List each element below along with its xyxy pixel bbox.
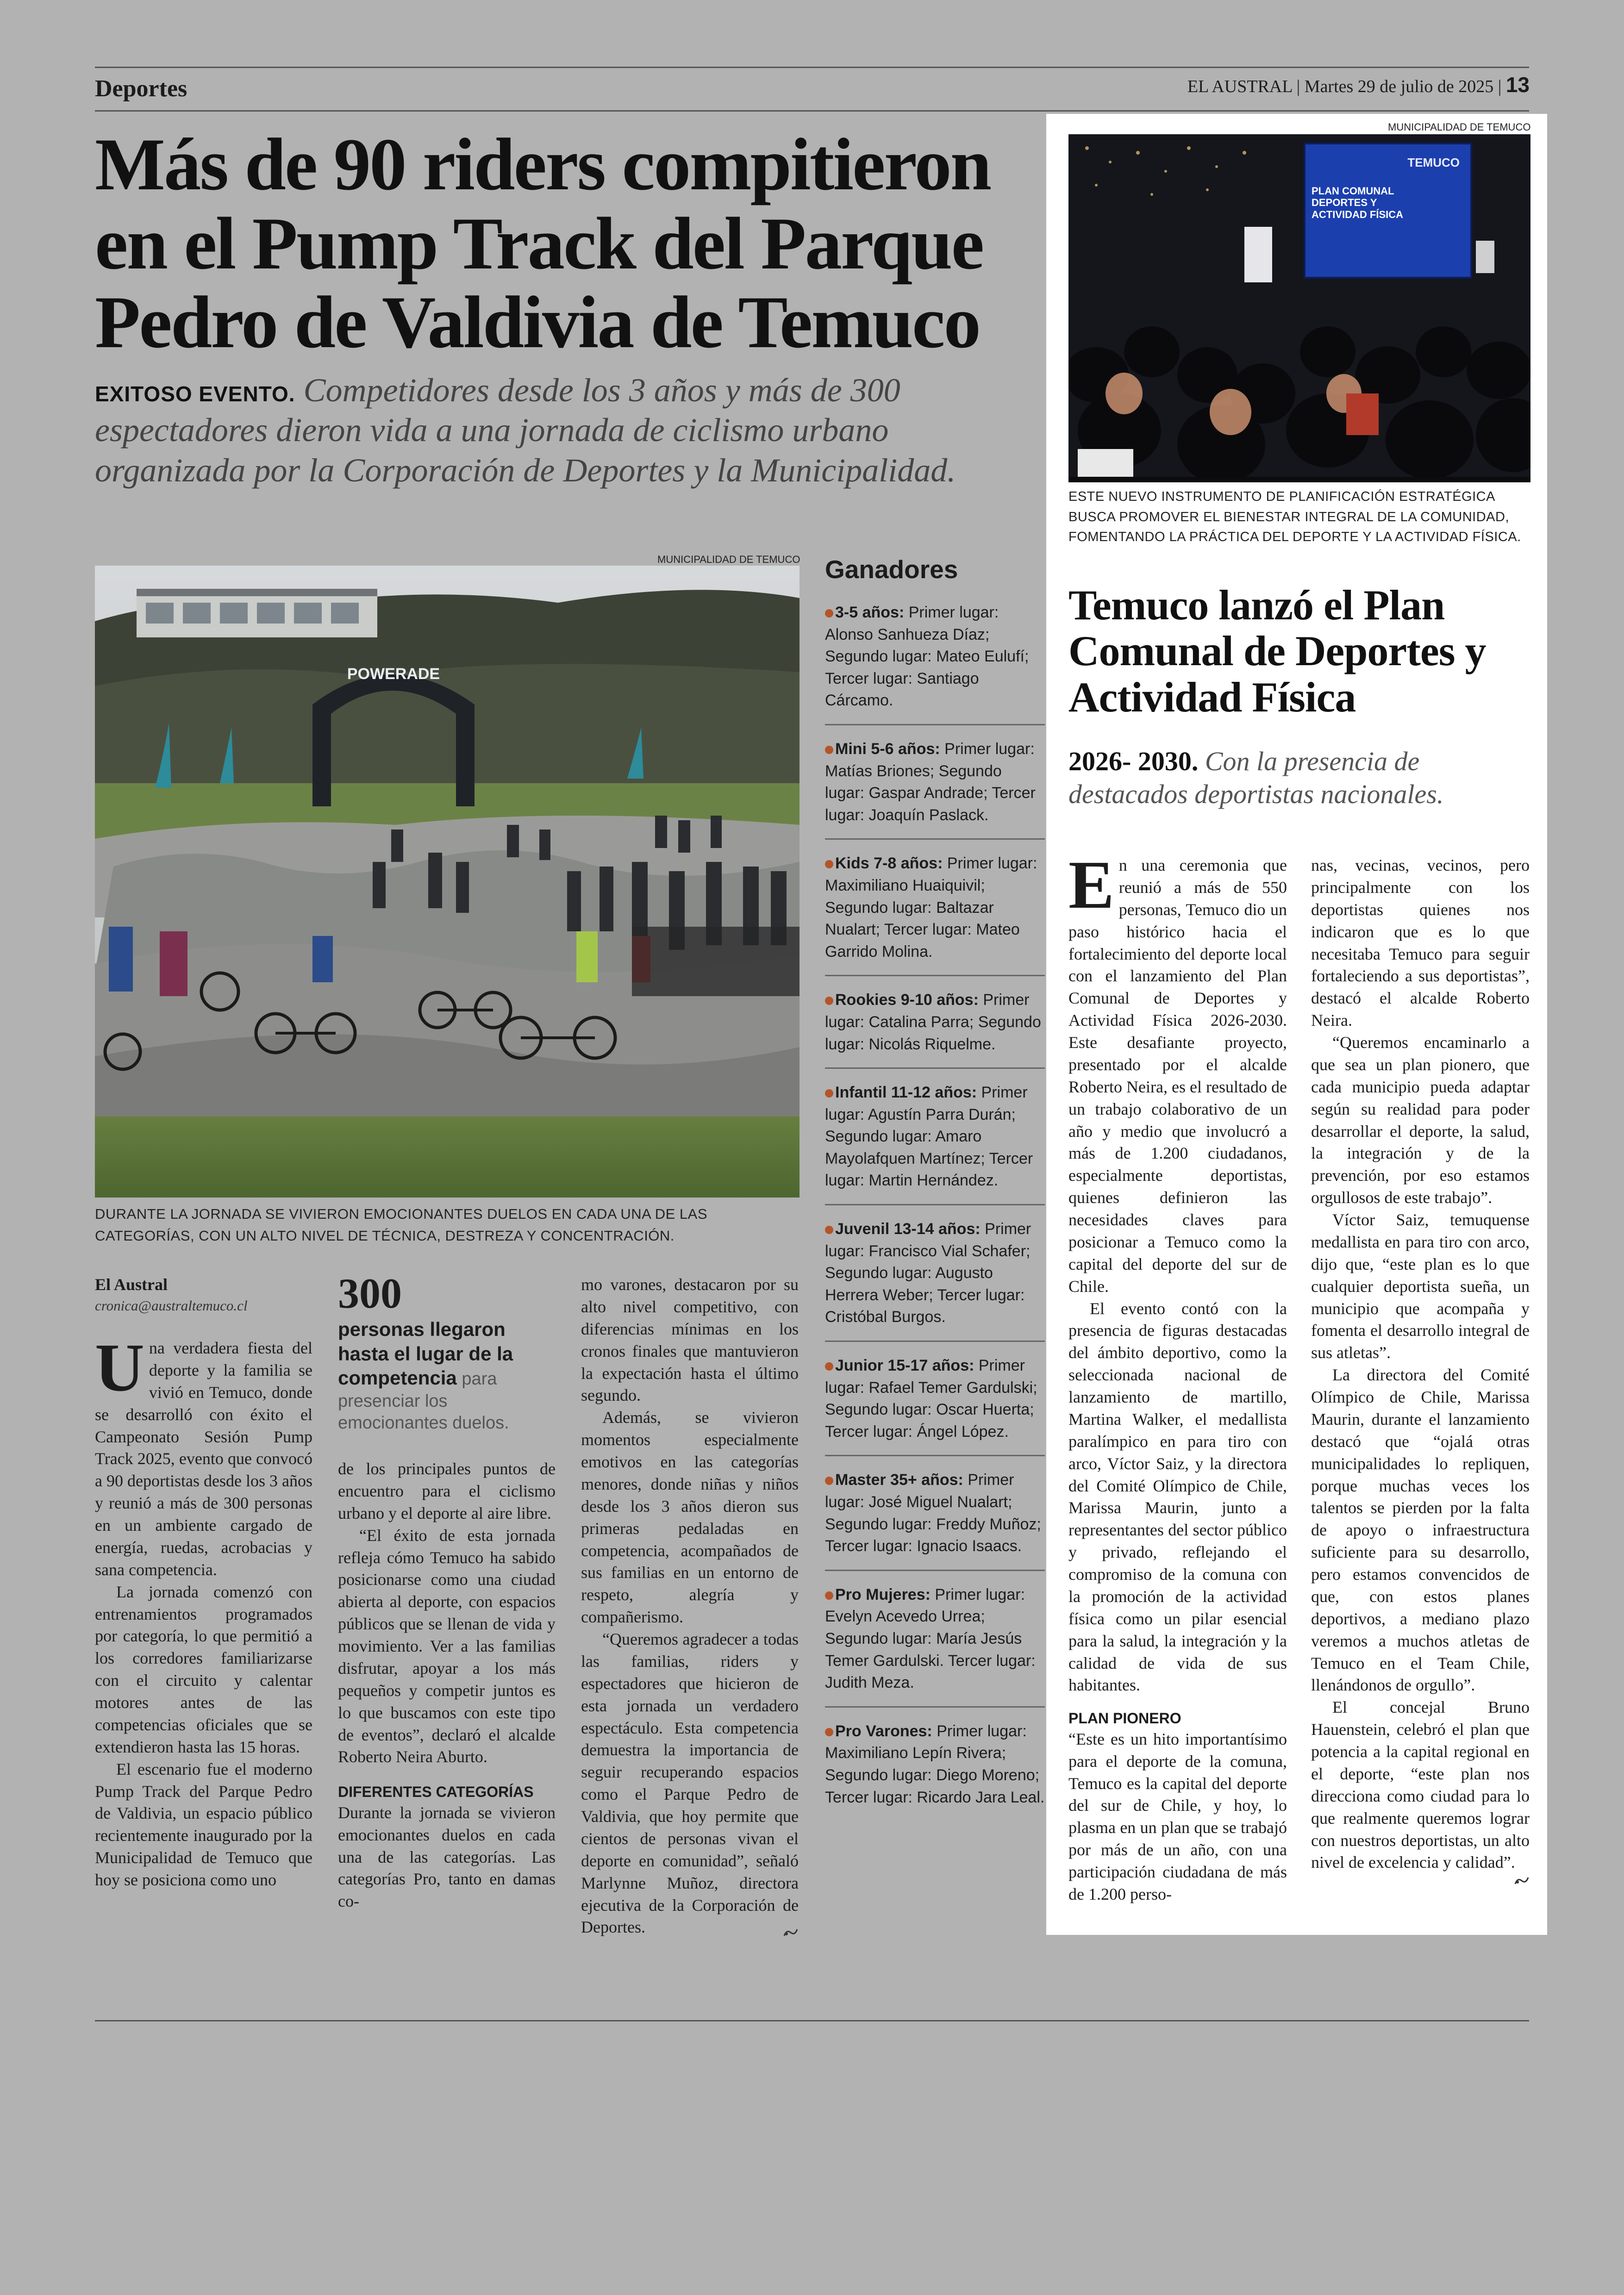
winner-category: Junior 15-17 años:	[835, 1357, 974, 1375]
sidebar-kicker: 2026- 2030.	[1068, 746, 1199, 776]
sidebar-col2-p4: La directora del Comité Olímpico de Chile, Marissa Maurin, durante el lanzamiento destacó que “ojalá otras municipalidades lo repliquen, porque muchas veces los talentos se pierden por la falta de apoyo o infraestructura suficiente para su desarrollo, pero estamos convencidos de que, con estos planes deportivos, a mediano plazo veremos a muchos atletas de Temuco en el Team Chile, llenándonos de orgullo”.	[1311, 1366, 1530, 1695]
winner-entry	[825, 1082, 1045, 1205]
end-of-story-icon	[783, 1927, 799, 1938]
section-name: Deportes	[95, 75, 187, 102]
stat-callout	[338, 1272, 556, 1434]
sidebar-col1-subhead: PLAN PIONERO	[1068, 1710, 1181, 1727]
issue-date: Martes 29 de julio de 2025	[1304, 77, 1494, 96]
winner-names: Primer lugar: Maximiliano Lepín Rivera; Segundo lugar: Diego Moreno; Tercer lugar: Ricardo Jara Leal.	[825, 1722, 1045, 1806]
sidebar-col1-p3: “Este es un hito importantísimo para el deporte de la comuna, Temuco es la capital del deporte del sur de Chile, y hoy, lo plasma en un plan que se trabajó por más de un año, con una participación ciudadana de más de 1.200 perso-	[1068, 1729, 1287, 1903]
main-col1-p1: na verdadera fiesta del deporte y la familia se vivió en Temuco, donde se desarrolló con éxito el Campeonato Sesión Pump Track 2025, evento que convocó a 90 deportistas desde los 3 años y reunió a más de 300 personas en un ambiente cargado de energía, ruedas, acrobacias y sana competencia.	[95, 1339, 312, 1579]
page-folio	[1187, 72, 1530, 97]
main-col2-p1: de los principales puntos de encuentro para el ciclismo urbano y el deporte al aire libre.	[338, 1459, 556, 1522]
main-deck	[95, 370, 1035, 490]
pump-track-photo	[95, 566, 800, 1197]
sidebar-col1-p1: n una ceremonia que reunió a más de 550 personas, Temuco dio un paso histórico hacia el fortalecimiento del deporte local con el lanzamiento del Plan Comunal de Deportes y Actividad Física 2026-2030. Este desafiante proyecto, presentado por el alcalde Roberto Neira, es el resultado de un trabajo colaborativo de un año y medio que involucró a más de 1.200 ciudadanos, especialmente deportistas, quienes definieron las necesidades claves para posicionar a Temuco como la capital del deporte del sur de Chile.	[1068, 856, 1287, 1296]
winner-entry	[825, 602, 1045, 725]
main-col2-p3: Durante la jornada se vivieron emocionantes duelos en cada una de las categorías. Las categorías Pro, tanto en damas co-	[338, 1803, 556, 1911]
winners-title: Ganadores	[825, 555, 958, 584]
folio-separator: |	[1498, 77, 1502, 96]
sidebar-col2-p3: Víctor Saiz, temuquense medallista en para tiro con arco, dijo que, “este plan es lo que cualquier deportista sueña, un municipio que acompaña y fomenta el desarrollo integral de sus atletas”.	[1311, 1210, 1530, 1362]
sidebar-column-2	[1311, 854, 1530, 1890]
sidebar-col2-p1: nas, vecinas, vecinos, pero principalmente con los deportistas quienes nos indicaron que es lo que necesitaba Temuco para seguir fortaleciendo a sus deportistas”, destacó el alcalde Roberto Neira.	[1311, 856, 1530, 1030]
main-col3-p3: “Queremos agradecer a todas las familias, riders y espectadores que hicieron de esta jornada un verdadero espectáculo. Esta competencia demuestra la importancia de seguir recuperando espacios como el Parque Pedro de Valdivia, que hoy permite que cientos de personas vivan el deporte en comunidad”, señaló Marlynne Muñoz, directora ejecutiva de la Corporación de Deportes.	[581, 1630, 799, 1937]
main-photo-caption: DURANTE LA JORNADA SE VIVIERON EMOCIONANTES DUELOS EN CADA UNA DE LAS CATEGORÍAS, CON UN ALTO NIVEL DE TÉCNICA, DESTREZA Y CONCENTRACIÓN.	[95, 1206, 708, 1244]
sidebar-col1-p2: El evento contó con la presencia de figuras destacadas del ámbito deportivo, como la seleccionada nacional de lanzamiento de martillo, Martina Walker, el medallista paralímpico en para tiro con arco, Víctor Saiz, y la directora del Comité Olímpico de Chile, Marissa Maurin, junto a representantes del sector público y privado, reflejando el compromiso de la comuna con la promoción de la actividad física como un pilar esencial para la salud, la integración y la calidad de vida de sus habitantes.	[1068, 1299, 1287, 1695]
winner-names: Primer lugar: Francisco Vial Schafer; Segundo lugar: Augusto Herrera Weber; Tercer lugar: Cristóbal Burgos.	[825, 1220, 1031, 1326]
bullet-icon	[825, 746, 833, 754]
winner-names: Primer lugar: Alonso Sanhueza Díaz; Segundo lugar: Mateo Eulufí; Tercer lugar: Santiago Cárcamo.	[825, 604, 1029, 710]
byline-name: El Austral	[95, 1275, 168, 1294]
folio-separator: |	[1296, 77, 1300, 96]
end-of-story-icon	[1514, 1876, 1530, 1886]
winner-entry	[825, 1469, 1045, 1571]
winner-names: Primer lugar: Rafael Temer Gardulski; Segundo lugar: Oscar Huerta; Tercer lugar: Ángel López.	[825, 1357, 1037, 1441]
winner-names: Primer lugar: Catalina Parra; Segundo lugar: Nicolás Riquelme.	[825, 991, 1041, 1053]
winner-names: Primer lugar: Agustín Parra Durán; Segundo lugar: Amaro Mayolafquen Martínez; Tercer lugar: Martin Hernández.	[825, 1084, 1033, 1190]
winner-names: Primer lugar: Maximiliano Huaiquivil; Segundo lugar: Baltazar Nualart; Tercer lugar: Mateo Garrido Molina.	[825, 854, 1037, 960]
winner-entry	[825, 738, 1045, 840]
main-col2-p2: “El éxito de esta jornada refleja cómo Temuco ha sabido posicionarse como una ciudad abierta al deporte, con espacios públicos que se llenan de vida y movimiento. Ver a las familias disfrutar, apoyar a los más pequeños y competir juntos es lo que buscamos con este tipo de eventos”, declaró el alcalde Roberto Neira Aburto.	[338, 1526, 556, 1766]
bullet-icon	[825, 1477, 833, 1485]
main-dropcap: U	[95, 1330, 144, 1406]
page-number: 13	[1505, 73, 1530, 97]
winner-names: Primer lugar: José Miguel Nualart; Segundo lugar: Freddy Muñoz; Tercer lugar: Ignacio Isaacs.	[825, 1471, 1041, 1555]
sidebar-headline: Temuco lanzó el Plan Comunal de Deportes y Actividad Física	[1068, 581, 1486, 721]
winner-category: Master 35+ años:	[835, 1471, 963, 1489]
main-kicker: EXITOSO EVENTO.	[95, 382, 295, 406]
main-col2-subhead: DIFERENTES CATEGORÍAS	[338, 1784, 534, 1801]
bullet-icon	[825, 1591, 833, 1600]
winner-category: Mini 5-6 años:	[835, 740, 940, 758]
bottom-rule	[95, 2020, 1529, 2021]
bullet-icon	[825, 997, 833, 1005]
winner-entry	[825, 853, 1045, 976]
plan-launch-photo	[1068, 134, 1530, 482]
winner-category: Rookies 9-10 años:	[835, 991, 979, 1009]
winner-category: Juvenil 13-14 años:	[835, 1220, 981, 1238]
main-column-1	[95, 1274, 312, 1891]
sidebar-dropcap: E	[1068, 847, 1114, 923]
stat-rest-text: para presenciar los emocionantes duelos.	[338, 1369, 509, 1433]
screen-title-text: PLAN COMUNAL DEPORTES Y ACTIVIDAD FÍSICA	[1312, 185, 1403, 220]
main-photo-credit: MUNICIPALIDAD DE TEMUCO	[657, 554, 800, 565]
winner-category: 3-5 años:	[835, 604, 905, 621]
bullet-icon	[825, 609, 833, 617]
winner-entry	[825, 1721, 1045, 1821]
winner-names: Primer lugar: Matías Briones; Segundo lugar: Gaspar Andrade; Tercer lugar: Joaquín Paslack.	[825, 740, 1036, 824]
byline-email: cronica@australtemuco.cl	[95, 1297, 248, 1314]
sidebar-column-1	[1068, 847, 1287, 1906]
main-column-3	[581, 1274, 799, 1942]
winner-entry	[825, 989, 1045, 1069]
bullet-icon	[825, 1362, 833, 1371]
screen-logo-text: TEMUCO	[1407, 156, 1460, 169]
top-rule	[95, 67, 1529, 68]
stat-text	[338, 1317, 556, 1434]
stat-number: 300	[338, 1270, 402, 1317]
main-col1-p2: La jornada comenzó con entrenamientos programados por categoría, lo que permitió a los corredores familiarizarse con el circuito y calentar motores antes de las competencias oficiales que se extendieron hasta las 15 horas.	[95, 1582, 312, 1756]
winners-list	[825, 602, 1045, 1834]
main-deck-text: Competidores desde los 3 años y más de 300 espectadores dieron vida a una jornada de ciclismo urbano organizada por la Corporación de Deportes y la Municipalidad.	[95, 372, 956, 489]
main-headline: Más de 90 riders compitieron en el Pump Track del Parque Pedro de Valdivia de Temuco	[95, 123, 991, 364]
winner-entry	[825, 1584, 1045, 1708]
winner-names: Primer lugar: Evelyn Acevedo Urrea; Segundo lugar: María Jesús Temer Gardulski. Tercer lugar: Judith Meza.	[825, 1585, 1036, 1692]
winner-category: Pro Mujeres:	[835, 1585, 931, 1603]
sidebar-deck	[1068, 745, 1527, 811]
winner-entry	[825, 1218, 1045, 1342]
winner-category: Kids 7-8 años:	[835, 854, 943, 873]
sidebar-photo-caption: ESTE NUEVO INSTRUMENTO DE PLANIFICACIÓN ESTRATÉGICA BUSCA PROMOVER EL BIENESTAR INTEGRAL DE LA COMUNIDAD, FOMENTANDO LA PRÁCTICA DEL DEPORTE Y LA ACTIVIDAD FÍSICA.	[1068, 489, 1521, 544]
bullet-icon	[825, 860, 833, 868]
sidebar-col2-p5: El concejal Bruno Hauenstein, celebró el plan que potencia a la capital regional en el deporte, “este plan nos direcciona como ciudad para lo que realmente queremos lograr con nuestros deportistas, un alto nivel de excelencia y calidad”.	[1311, 1698, 1530, 1872]
main-col3-p1: mo varones, destacaron por su alto nivel competitivo, con diferencias mínimas en los cronos finales que mantuvieron la expectación hasta el último segundo.	[581, 1275, 799, 1405]
bullet-icon	[825, 1089, 833, 1098]
main-column-2	[338, 1458, 556, 1913]
main-col1-p3: El escenario fue el moderno Pump Track del Parque Pedro de Valdivia, un espacio público recientemente inaugurado por la Municipalidad de Temuco que hoy se posiciona como uno	[95, 1759, 312, 1890]
sidebar-photo-credit: MUNICIPALIDAD DE TEMUCO	[1388, 121, 1531, 133]
winner-category: Infantil 11-12 años:	[835, 1084, 977, 1102]
header-rule	[95, 110, 1529, 112]
bullet-icon	[825, 1226, 833, 1234]
stat-bold-text: personas llegaron hasta el lugar de la competencia	[338, 1318, 513, 1389]
sidebar-deck-text: Con la presencia de destacados deportistas nacionales.	[1068, 746, 1444, 809]
winner-category: Pro Varones:	[835, 1722, 932, 1740]
sidebar-col2-p2: “Queremos encaminarlo a que sea un plan pionero, que cada municipio pueda adaptar según su realidad para poder desarrollar el deporte, la salud, la integración y de la prevención, por eso estamos orgullosos de este trabajo”.	[1311, 1033, 1530, 1207]
arch-banner-text: POWERADE	[347, 665, 440, 683]
winner-entry	[825, 1355, 1045, 1456]
newspaper-name: EL AUSTRAL	[1187, 77, 1293, 96]
main-col3-p2: Además, se vivieron momentos especialmente emotivos en las categorías menores, donde niñas y niños desde los 3 años dieron sus primeras pedaladas en competencia, acompañados de sus familias en un entorno de respeto, alegría y compañerismo.	[581, 1408, 799, 1627]
bullet-icon	[825, 1728, 833, 1736]
